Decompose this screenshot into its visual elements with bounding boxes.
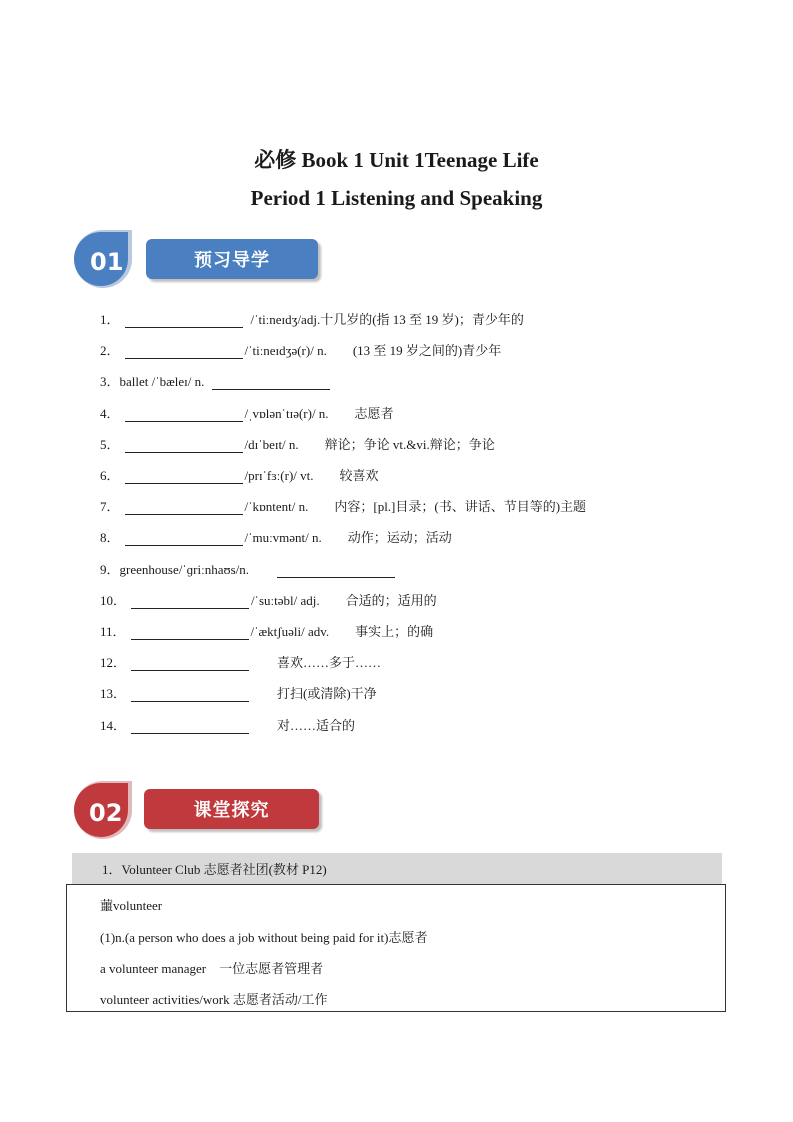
answer-blank[interactable] [131,594,249,609]
answer-blank[interactable] [125,313,243,328]
section-title-preview: 预习导学 [146,239,318,279]
vocab-item: 13． 打扫(或清除)干净 [100,686,377,701]
vocab-item: 11． /ˈæktʃuəli/ adv. 事实上；的确 [100,624,434,639]
answer-blank[interactable] [125,469,243,484]
answer-blank[interactable] [125,407,243,422]
section-number-02: 02 [89,799,123,827]
answer-blank[interactable] [131,719,249,734]
notes-box [66,884,726,1012]
box-line: 蘁volunteer [100,898,163,913]
vocab-item: 3． ballet /ˈbæleɪ/ n. [100,370,330,390]
box-line: volunteer activities/work 志愿者活动/工作 [100,992,328,1007]
vocab-item: 7． /ˈkɒntent/ n. 内容；[pl.]目录；(书、讲话、节目等的)主题 [100,499,587,514]
answer-blank[interactable] [125,500,243,515]
answer-blank[interactable] [277,563,395,578]
page-subtitle: Period 1 Listening and Speaking [250,186,543,210]
vocab-item: 5． /dɪˈbeɪt/ n. 辩论；争论 vt.&vi.辩论；争论 [100,437,495,452]
vocab-item: 9． greenhouse/ˈɡriːnhaʊs/n. [100,558,395,578]
answer-blank[interactable] [125,438,243,453]
answer-blank[interactable] [131,656,249,671]
vocab-item: 6． /prɪˈfɜː(r)/ vt. 较喜欢 [100,468,379,483]
answer-blank[interactable] [131,687,249,702]
vocab-item: 14． 对……适合的 [100,718,356,733]
point-heading: 1．Volunteer Club 志愿者社团(教材 P12) [72,853,722,884]
vocab-item: 2． /ˈtiːneɪdʒə(r)/ n. (13 至 19 岁之间的)青少年 [100,343,502,358]
answer-blank[interactable] [125,344,243,359]
box-line: (1)n.(a person who does a job without being paid for it)志愿者 [100,930,428,945]
vocab-item: 10． /ˈsuːtəbl/ adj. 合适的；适用的 [100,593,437,608]
vocab-item: 12． 喜欢……多于…… [100,655,382,670]
box-line: a volunteer manager 一位志愿者管理者 [100,961,324,976]
vocab-item: 1． /ˈtiːneɪdʒ/adj.十几岁的(指 13 至 19 岁)；青少年的 [100,312,524,327]
page-title: 必修 Book 1 Unit 1Teenage Life [254,148,539,172]
section-title-classroom: 课堂探究 [144,789,319,829]
vocab-item: 4． /ˌvɒlənˈtɪə(r)/ n. 志愿者 [100,406,394,421]
answer-blank[interactable] [212,375,330,390]
answer-blank[interactable] [125,531,243,546]
section-number-01: 01 [90,248,124,276]
answer-blank[interactable] [131,625,249,640]
vocab-item: 8． /ˈmuːvmənt/ n. 动作；运动；活动 [100,530,452,545]
